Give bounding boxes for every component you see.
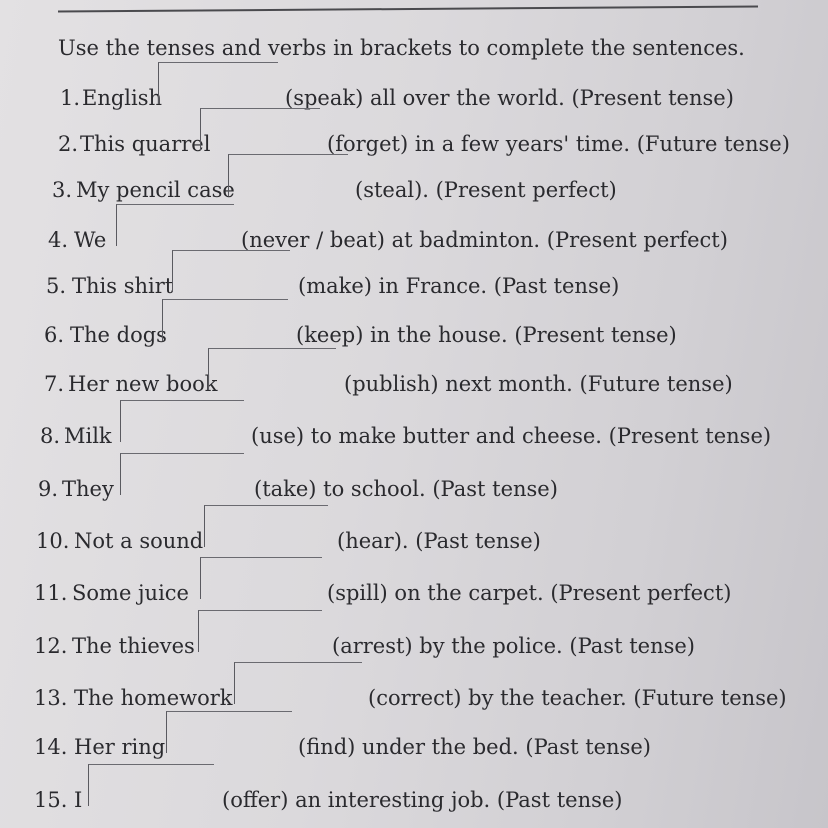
sentence-subject: The dogs bbox=[70, 323, 167, 347]
sentence-number: 1. bbox=[60, 86, 81, 110]
sentence-subject: Her new book bbox=[68, 372, 218, 396]
sentence-number: 10. bbox=[36, 529, 70, 553]
sentence-number: 9. bbox=[38, 477, 59, 501]
answer-blank[interactable] bbox=[166, 711, 292, 753]
sentence-subject: English bbox=[82, 86, 163, 110]
sentence-number: 14. bbox=[34, 735, 68, 759]
sentence-prompt: (offer) an interesting job. (Past tense) bbox=[222, 788, 623, 812]
sentence-number: 11. bbox=[34, 581, 68, 605]
sentence-number: 2. bbox=[58, 132, 79, 156]
answer-blank[interactable] bbox=[228, 154, 348, 196]
sentence-number: 13. bbox=[34, 686, 68, 710]
top-rule bbox=[58, 6, 758, 13]
sentence-subject: My pencil case bbox=[76, 178, 235, 202]
sentence-prompt: (find) under the bed. (Past tense) bbox=[298, 735, 651, 759]
sentence-subject: Not a sound bbox=[74, 529, 204, 553]
sentence-number: 7. bbox=[44, 372, 65, 396]
answer-blank[interactable] bbox=[120, 453, 244, 495]
answer-blank[interactable] bbox=[120, 400, 244, 442]
answer-blank[interactable] bbox=[200, 108, 320, 150]
sentence-subject: Some juice bbox=[72, 581, 189, 605]
instruction-text: Use the tenses and verbs in brackets to complete the sentences. bbox=[58, 36, 745, 60]
answer-blank[interactable] bbox=[208, 348, 336, 390]
sentence-subject: They bbox=[62, 477, 114, 501]
answer-blank[interactable] bbox=[204, 505, 328, 547]
sentence-prompt: (publish) next month. (Future tense) bbox=[344, 372, 733, 396]
answer-blank[interactable] bbox=[158, 62, 278, 104]
sentence-subject: The homework bbox=[74, 686, 233, 710]
answer-blank[interactable] bbox=[172, 250, 290, 292]
sentence-number: 15. bbox=[34, 788, 68, 812]
sentence-prompt: (forget) in a few years' time. (Future tense) bbox=[327, 132, 790, 156]
sentence-prompt: (make) in France. (Past tense) bbox=[298, 274, 620, 298]
sentence-prompt: (hear). (Past tense) bbox=[337, 529, 541, 553]
sentence-subject: We bbox=[74, 228, 107, 252]
sentence-number: 5. bbox=[46, 274, 67, 298]
sentence-prompt: (speak) all over the world. (Present tense) bbox=[285, 86, 734, 110]
answer-blank[interactable] bbox=[200, 557, 322, 599]
answer-blank[interactable] bbox=[234, 662, 362, 704]
answer-blank[interactable] bbox=[198, 610, 322, 652]
sentence-prompt: (arrest) by the police. (Past tense) bbox=[332, 634, 695, 658]
sentence-prompt: (use) to make butter and cheese. (Present tense) bbox=[251, 424, 772, 448]
sentence-subject: I bbox=[74, 788, 83, 812]
answer-blank[interactable] bbox=[88, 764, 214, 806]
answer-blank[interactable] bbox=[116, 204, 234, 246]
sentence-subject: Milk bbox=[64, 424, 112, 448]
sentence-prompt: (keep) in the house. (Present tense) bbox=[296, 323, 677, 347]
sentence-subject: This quarrel bbox=[80, 132, 211, 156]
sentence-prompt: (never / beat) at badminton. (Present perfect) bbox=[241, 228, 728, 252]
sentence-number: 3. bbox=[52, 178, 73, 202]
sentence-prompt: (correct) by the teacher. (Future tense) bbox=[368, 686, 787, 710]
sentence-number: 8. bbox=[40, 424, 61, 448]
sentence-subject: The thieves bbox=[72, 634, 195, 658]
answer-blank[interactable] bbox=[162, 299, 288, 341]
sentence-prompt: (spill) on the carpet. (Present perfect) bbox=[327, 581, 732, 605]
sentence-subject: This shirt bbox=[72, 274, 174, 298]
sentence-subject: Her ring bbox=[74, 735, 166, 759]
sentence-prompt: (take) to school. (Past tense) bbox=[254, 477, 558, 501]
sentence-number: 12. bbox=[34, 634, 68, 658]
sentence-number: 4. bbox=[48, 228, 69, 252]
sentence-number: 6. bbox=[44, 323, 65, 347]
sentence-prompt: (steal). (Present perfect) bbox=[355, 178, 617, 202]
